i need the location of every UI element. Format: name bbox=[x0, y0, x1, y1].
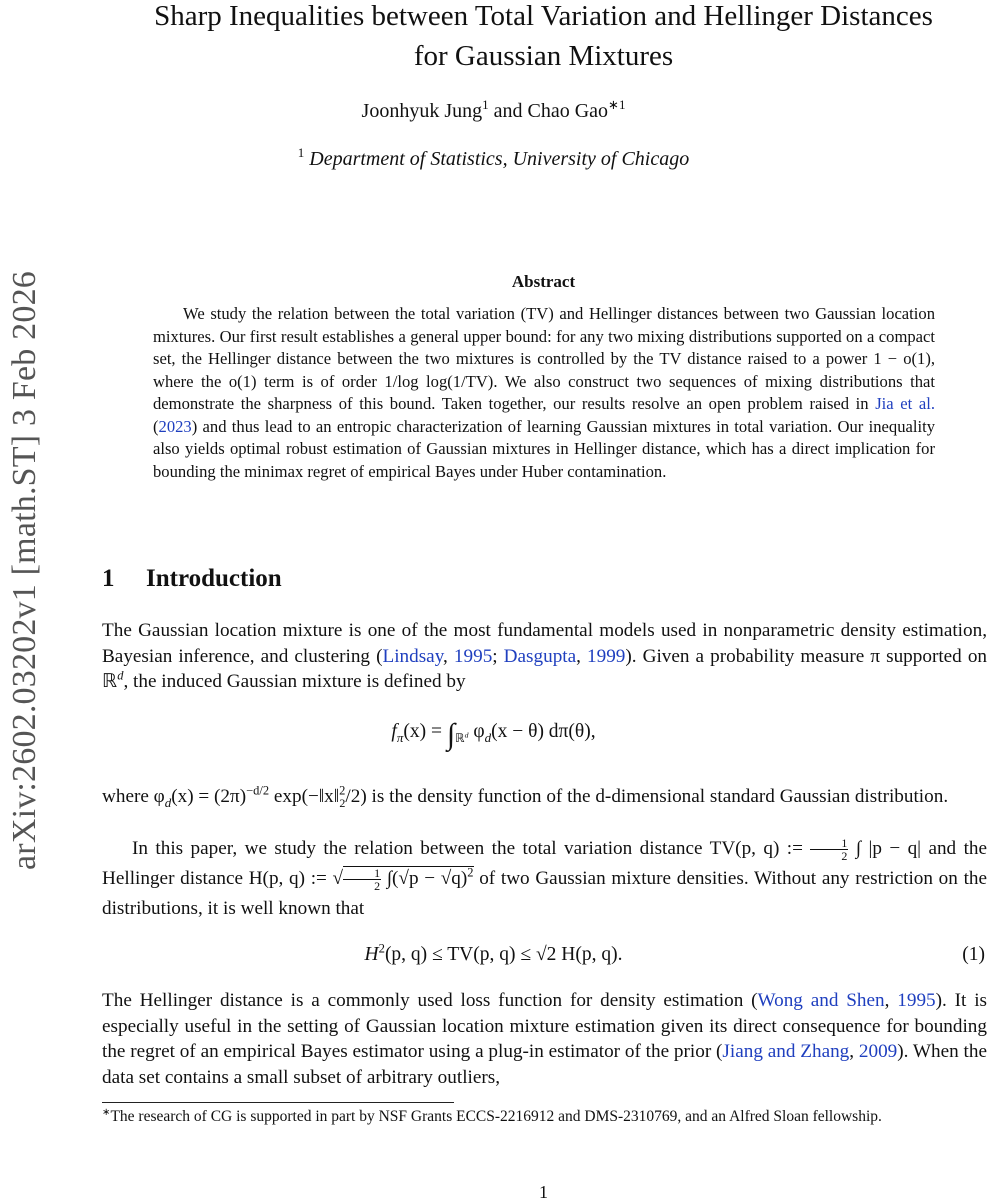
body-text: of two Gaussian mixture densities. Without any restriction on the distributions, it is well known that bbox=[102, 868, 987, 919]
subscript: 2 bbox=[339, 795, 346, 810]
sqrt-sign: √ bbox=[332, 868, 344, 889]
body-text: ). It is especially useful in the setting of Gaussian location mixture estimation given its direct consequence for bounding the regret of an empirical Bayes estimator using a plug-in estimator of the prior ( bbox=[102, 990, 987, 1062]
author-separator: and bbox=[488, 100, 528, 122]
citation-link[interactable]: Dasgupta bbox=[503, 645, 577, 667]
abstract-heading: Abstract bbox=[511, 272, 576, 291]
subscript: d bbox=[484, 729, 492, 745]
denominator: 2 bbox=[374, 879, 381, 894]
numerator: 1 bbox=[343, 867, 381, 880]
citation-link[interactable]: Jia et al. bbox=[875, 394, 935, 413]
citation-year-link[interactable]: 2009 bbox=[858, 1041, 898, 1062]
superscript: 2 bbox=[467, 865, 474, 880]
body-text: In this paper, we study the relation between the total variation distance TV(p, q) := bbox=[132, 838, 811, 859]
fraction-one-half bbox=[343, 867, 381, 892]
affiliation-mark: 1 bbox=[297, 145, 305, 161]
author-name: Joonhyuk Jung bbox=[361, 100, 483, 122]
integral-domain bbox=[455, 731, 468, 745]
footnote-text: The research of CG is supported in part by NSF Grants ECCS-2216912 and DMS-2310769, and an Alfred Sloan fellowship. bbox=[110, 1108, 882, 1125]
abstract-text: We study the relation between the total variation (TV) and Hellinger distances between two Gaussian location mixtures. Our first result establishes a general upper bound: for any two mixing distributions supported on a compact set, the Hellinger distance between the two mixtures is controlled by the TV distance raised to a power 1 − o(1), where the o(1) term is of order 1/log log(1/TV). We also construct two sequences of mixing distributions that demonstrate the sharpness of this bound. Taken together, our results resolve an open problem raised in bbox=[153, 304, 935, 413]
equation-number: (1) bbox=[962, 944, 985, 965]
arxiv-identifier: arXiv:2602.03202v1 [math.ST] 3 Feb 2026 bbox=[6, 271, 43, 870]
superscript: 2 bbox=[378, 941, 385, 956]
equation-text: f bbox=[391, 721, 397, 742]
footnote-mark: ∗ bbox=[102, 1106, 111, 1118]
equation-text: φ bbox=[468, 721, 485, 742]
superscript: −d/2 bbox=[246, 783, 270, 798]
citation-year-link[interactable]: 1999 bbox=[587, 645, 626, 667]
citation-year-link[interactable]: 1995 bbox=[897, 990, 936, 1011]
equation-text: (x) = bbox=[403, 721, 447, 742]
fraction-one-half bbox=[810, 837, 848, 862]
numerator: 1 bbox=[810, 837, 848, 850]
subscript: π bbox=[396, 729, 404, 745]
section-title: Introduction bbox=[146, 565, 282, 592]
citation-year-link[interactable]: 1995 bbox=[453, 645, 493, 667]
superscript: d bbox=[464, 730, 469, 740]
subscript: d bbox=[164, 794, 172, 810]
superscript: d bbox=[117, 668, 124, 683]
author-name: Chao Gao bbox=[527, 100, 609, 122]
body-text: ∫(√p − √q) bbox=[386, 868, 468, 889]
body-text: where φ bbox=[102, 786, 165, 807]
title-line-1: Sharp Inequalities between Total Variation and Hellinger Distances bbox=[154, 0, 933, 32]
citation-year-link[interactable]: 2023 bbox=[158, 416, 192, 436]
body-text: ). Given a probability measure π supported on ℝ bbox=[102, 645, 987, 692]
intro-paragraph-2 bbox=[102, 784, 987, 816]
affiliation-mark: 1 bbox=[482, 97, 489, 113]
affiliation-mark: ∗1 bbox=[608, 97, 626, 113]
citation-link[interactable]: Wong and Shen bbox=[757, 990, 885, 1011]
abstract-text: ( bbox=[153, 416, 159, 436]
affiliation bbox=[0, 145, 987, 171]
integral-sign: ∫ bbox=[446, 718, 456, 751]
equation-text: (x − θ) dπ(θ), bbox=[491, 721, 596, 742]
inequality-equation bbox=[0, 941, 987, 966]
intro-paragraph-3 bbox=[102, 834, 987, 924]
footnote bbox=[102, 1106, 987, 1127]
paper-title bbox=[80, 0, 987, 76]
section-number: 1 bbox=[102, 565, 115, 592]
body-text: /2) is the density function of the d-dimensional standard Gaussian distribution. bbox=[345, 786, 949, 807]
body-text: The Gaussian location mixture is one of the most fundamental models used in nonparametric density estimation, Bayesian inference, and clustering ( bbox=[102, 620, 987, 667]
affiliation-text: Department of Statistics, University of Chicago bbox=[304, 148, 690, 170]
author-list bbox=[0, 97, 987, 123]
footnote-rule bbox=[102, 1102, 454, 1103]
equation-text: H bbox=[364, 944, 379, 965]
equation-text: (p, q) ≤ TV(p, q) ≤ √2 H(p, q). bbox=[384, 944, 623, 965]
intro-paragraph-4: The Hellinger distance is a commonly used loss function for density estimation (Wong and Shen, 1995). It is especially useful in the setting of Gaussian location mixture estimation given its direct consequence for bounding the regret of an empirical Bayes estimator using a plug-in estimator of the prior (Jiang and Zhang, 2009). When the data set contains a small subset of arbitrary outliers, bbox=[102, 990, 987, 1088]
body-text: , the induced Gaussian mixture is defined by bbox=[123, 671, 466, 692]
superscript: 2 bbox=[339, 783, 346, 798]
intro-paragraph-1: The Gaussian location mixture is one of the most fundamental models used in nonparametric density estimation, Bayesian inference, and clustering (Lindsay, 1995; Dasgupta, 1999). Given a probability measure π supported on ℝ$^d$, the induced Gaussian mixture is defined by bbox=[102, 620, 987, 692]
section-heading bbox=[102, 565, 282, 593]
title-line-2: for Gaussian Mixtures bbox=[413, 40, 674, 72]
body-text: (x) = (2π) bbox=[171, 786, 247, 807]
abstract-text: ) and thus lead to an entropic characterization of learning Gaussian mixtures in total variation. Our inequality also yields optimal robust estimation of Gaussian mixtures in Hellinger distance, which has a direct implication for bounding the minimax regret of empirical Bayes under Huber contamination. bbox=[153, 416, 935, 481]
page-number: 1 bbox=[539, 1182, 548, 1202]
citation-link[interactable]: Jiang and Zhang bbox=[722, 1041, 850, 1062]
mixture-equation bbox=[0, 718, 987, 752]
citation-link[interactable]: Lindsay bbox=[382, 645, 444, 667]
denominator: 2 bbox=[841, 849, 848, 864]
abstract-body bbox=[153, 303, 935, 483]
body-text: The Hellinger distance is a commonly used loss function for density estimation ( bbox=[102, 990, 758, 1011]
body-text: ). When the data set contains a small subset of arbitrary outliers, bbox=[102, 1041, 987, 1088]
body-text: ∫ |p − q| and the Hellinger distance H(p, q) := bbox=[102, 838, 987, 889]
body-text: exp(−‖x‖ bbox=[269, 786, 340, 807]
sqrt-content bbox=[343, 865, 474, 894]
subscript: ℝ bbox=[455, 730, 465, 745]
